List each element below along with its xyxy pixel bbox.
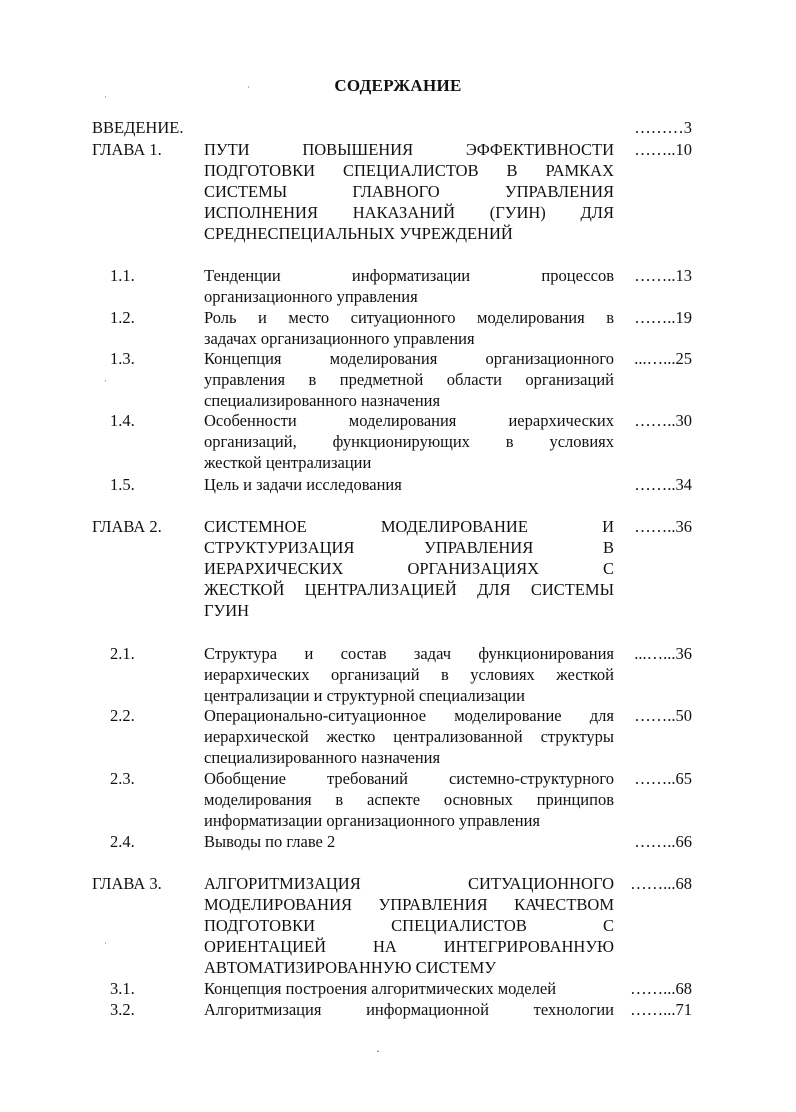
section-number: 1.4. bbox=[110, 411, 135, 430]
title-line: организаций, функционирующих в условиях bbox=[204, 432, 614, 451]
title-line: задачах организационного управления bbox=[204, 329, 475, 348]
section-number: 1.2. bbox=[110, 308, 135, 327]
section-number: 2.4. bbox=[110, 832, 135, 851]
section-title bbox=[204, 348, 614, 411]
scan-speck: · bbox=[247, 82, 250, 92]
page-number: ………3 bbox=[634, 118, 692, 137]
title-line: ПОДГОТОВКИ СПЕЦИАЛИСТОВ С bbox=[204, 916, 614, 935]
chapter-label: ГЛАВА 2. bbox=[92, 517, 162, 536]
title-line: Обобщение требований системно-структурного bbox=[204, 769, 614, 788]
page-number: ……...68 bbox=[630, 874, 692, 893]
title-line: ИСПОЛНЕНИЯ НАКАЗАНИЙ (ГУИН) ДЛЯ bbox=[204, 203, 614, 222]
page-number: ……...71 bbox=[630, 1000, 692, 1019]
title-line: иерархической жестко централизованной структуры bbox=[204, 727, 614, 746]
title-line: ГУИН bbox=[204, 601, 250, 620]
section-title bbox=[204, 643, 614, 706]
section-number: 2.2. bbox=[110, 706, 135, 725]
chapter-label: ГЛАВА 1. bbox=[92, 140, 162, 159]
title-line: СРЕДНЕСПЕЦИАЛЬНЫХ УЧРЕЖДЕНИЙ bbox=[204, 224, 513, 243]
page-number: ……..19 bbox=[634, 308, 692, 327]
section-number: 1.5. bbox=[110, 475, 135, 494]
title-line: централизации и структурной специализации bbox=[204, 686, 525, 705]
title-line: Структура и состав задач функционирования bbox=[204, 644, 614, 663]
scan-speck: · bbox=[104, 938, 107, 948]
section-title bbox=[204, 410, 614, 473]
title-line: жесткой централизации bbox=[204, 453, 372, 472]
section-number: 1.1. bbox=[110, 266, 135, 285]
section-title bbox=[204, 265, 614, 307]
title-line: иерархических организаций в условиях жесткой bbox=[204, 665, 614, 684]
title-line: СИСТЕМЫ ГЛАВНОГО УПРАВЛЕНИЯ bbox=[204, 182, 614, 201]
title-line: ЖЕСТКОЙ ЦЕНТРАЛИЗАЦИЕЙ ДЛЯ СИСТЕМЫ bbox=[204, 580, 614, 599]
page-number: ……..13 bbox=[634, 266, 692, 285]
section-number: 3.2. bbox=[110, 1000, 135, 1019]
page-number: ……..50 bbox=[634, 706, 692, 725]
title-line: Алгоритмизация информационной технологии bbox=[204, 1000, 614, 1019]
title-line: ПОДГОТОВКИ СПЕЦИАЛИСТОВ В РАМКАХ bbox=[204, 161, 614, 180]
chapter-title bbox=[204, 139, 614, 244]
title-line: Концепция моделирования организационного bbox=[204, 349, 614, 368]
title-line: Концепция построения алгоритмических моделей bbox=[204, 979, 557, 998]
chapter-title bbox=[204, 516, 614, 621]
page-title: СОДЕРЖАНИЕ bbox=[334, 76, 462, 95]
title-line: Цель и задачи исследования bbox=[204, 475, 402, 494]
title-line: Тенденции информатизации процессов bbox=[204, 266, 614, 285]
page-number: ...…...25 bbox=[634, 349, 692, 368]
title-line: информатизации организационного управления bbox=[204, 811, 541, 830]
page-number: ……..30 bbox=[634, 411, 692, 430]
page-number: ……...68 bbox=[630, 979, 692, 998]
section-title bbox=[204, 978, 614, 999]
section-title bbox=[204, 768, 614, 831]
title-line: моделирования в аспекте основных принципов bbox=[204, 790, 614, 809]
page-number: ……..66 bbox=[634, 832, 692, 851]
title-line: специализированного назначения bbox=[204, 391, 441, 410]
entry-label: ВВЕДЕНИЕ. bbox=[92, 118, 184, 137]
section-title bbox=[204, 705, 614, 768]
section-title bbox=[204, 307, 614, 349]
title-line: специализированного назначения bbox=[204, 748, 441, 767]
title-line: МОДЕЛИРОВАНИЯ УПРАВЛЕНИЯ КАЧЕСТВОМ bbox=[204, 895, 614, 914]
section-number: 1.3. bbox=[110, 349, 135, 368]
page-number: ……..34 bbox=[634, 475, 692, 494]
section-number: 3.1. bbox=[110, 979, 135, 998]
title-line: организационного управления bbox=[204, 287, 418, 306]
title-line: АЛГОРИТМИЗАЦИЯ СИТУАЦИОННОГО bbox=[204, 874, 614, 893]
chapter-title bbox=[204, 873, 614, 978]
page-number: ……..10 bbox=[634, 140, 692, 159]
section-number: 2.3. bbox=[110, 769, 135, 788]
title-line: ПУТИ ПОВЫШЕНИЯ ЭФФЕКТИВНОСТИ bbox=[204, 140, 614, 159]
page-number: ...…...36 bbox=[634, 644, 692, 663]
page-number: ……..65 bbox=[634, 769, 692, 788]
section-title bbox=[204, 831, 614, 852]
title-line: Операционально-ситуационное моделирование для bbox=[204, 706, 614, 725]
title-line: СТРУКТУРИЗАЦИЯ УПРАВЛЕНИЯ В bbox=[204, 538, 614, 557]
title-line: ОРИЕНТАЦИЕЙ НА ИНТЕГРИРОВАННУЮ bbox=[204, 937, 614, 956]
section-title bbox=[204, 474, 614, 495]
title-line: Выводы по главе 2 bbox=[204, 832, 336, 851]
section-title bbox=[204, 999, 614, 1020]
scan-speck: · bbox=[376, 1044, 380, 1058]
title-line: управления в предметной области организаций bbox=[204, 370, 614, 389]
chapter-label: ГЛАВА 3. bbox=[92, 874, 162, 893]
title-line: СИСТЕМНОЕ МОДЕЛИРОВАНИЕ И bbox=[204, 517, 614, 536]
title-line: ИЕРАРХИЧЕСКИХ ОРГАНИЗАЦИЯХ С bbox=[204, 559, 614, 578]
scan-speck: · bbox=[104, 92, 107, 102]
title-line: АВТОМАТИЗИРОВАННУЮ СИСТЕМУ bbox=[204, 958, 497, 977]
section-number: 2.1. bbox=[110, 644, 135, 663]
page-number: ……..36 bbox=[634, 517, 692, 536]
title-line: Особенности моделирования иерархических bbox=[204, 411, 614, 430]
title-line: Роль и место ситуационного моделирования в bbox=[204, 308, 614, 327]
scan-speck: · bbox=[104, 376, 107, 386]
